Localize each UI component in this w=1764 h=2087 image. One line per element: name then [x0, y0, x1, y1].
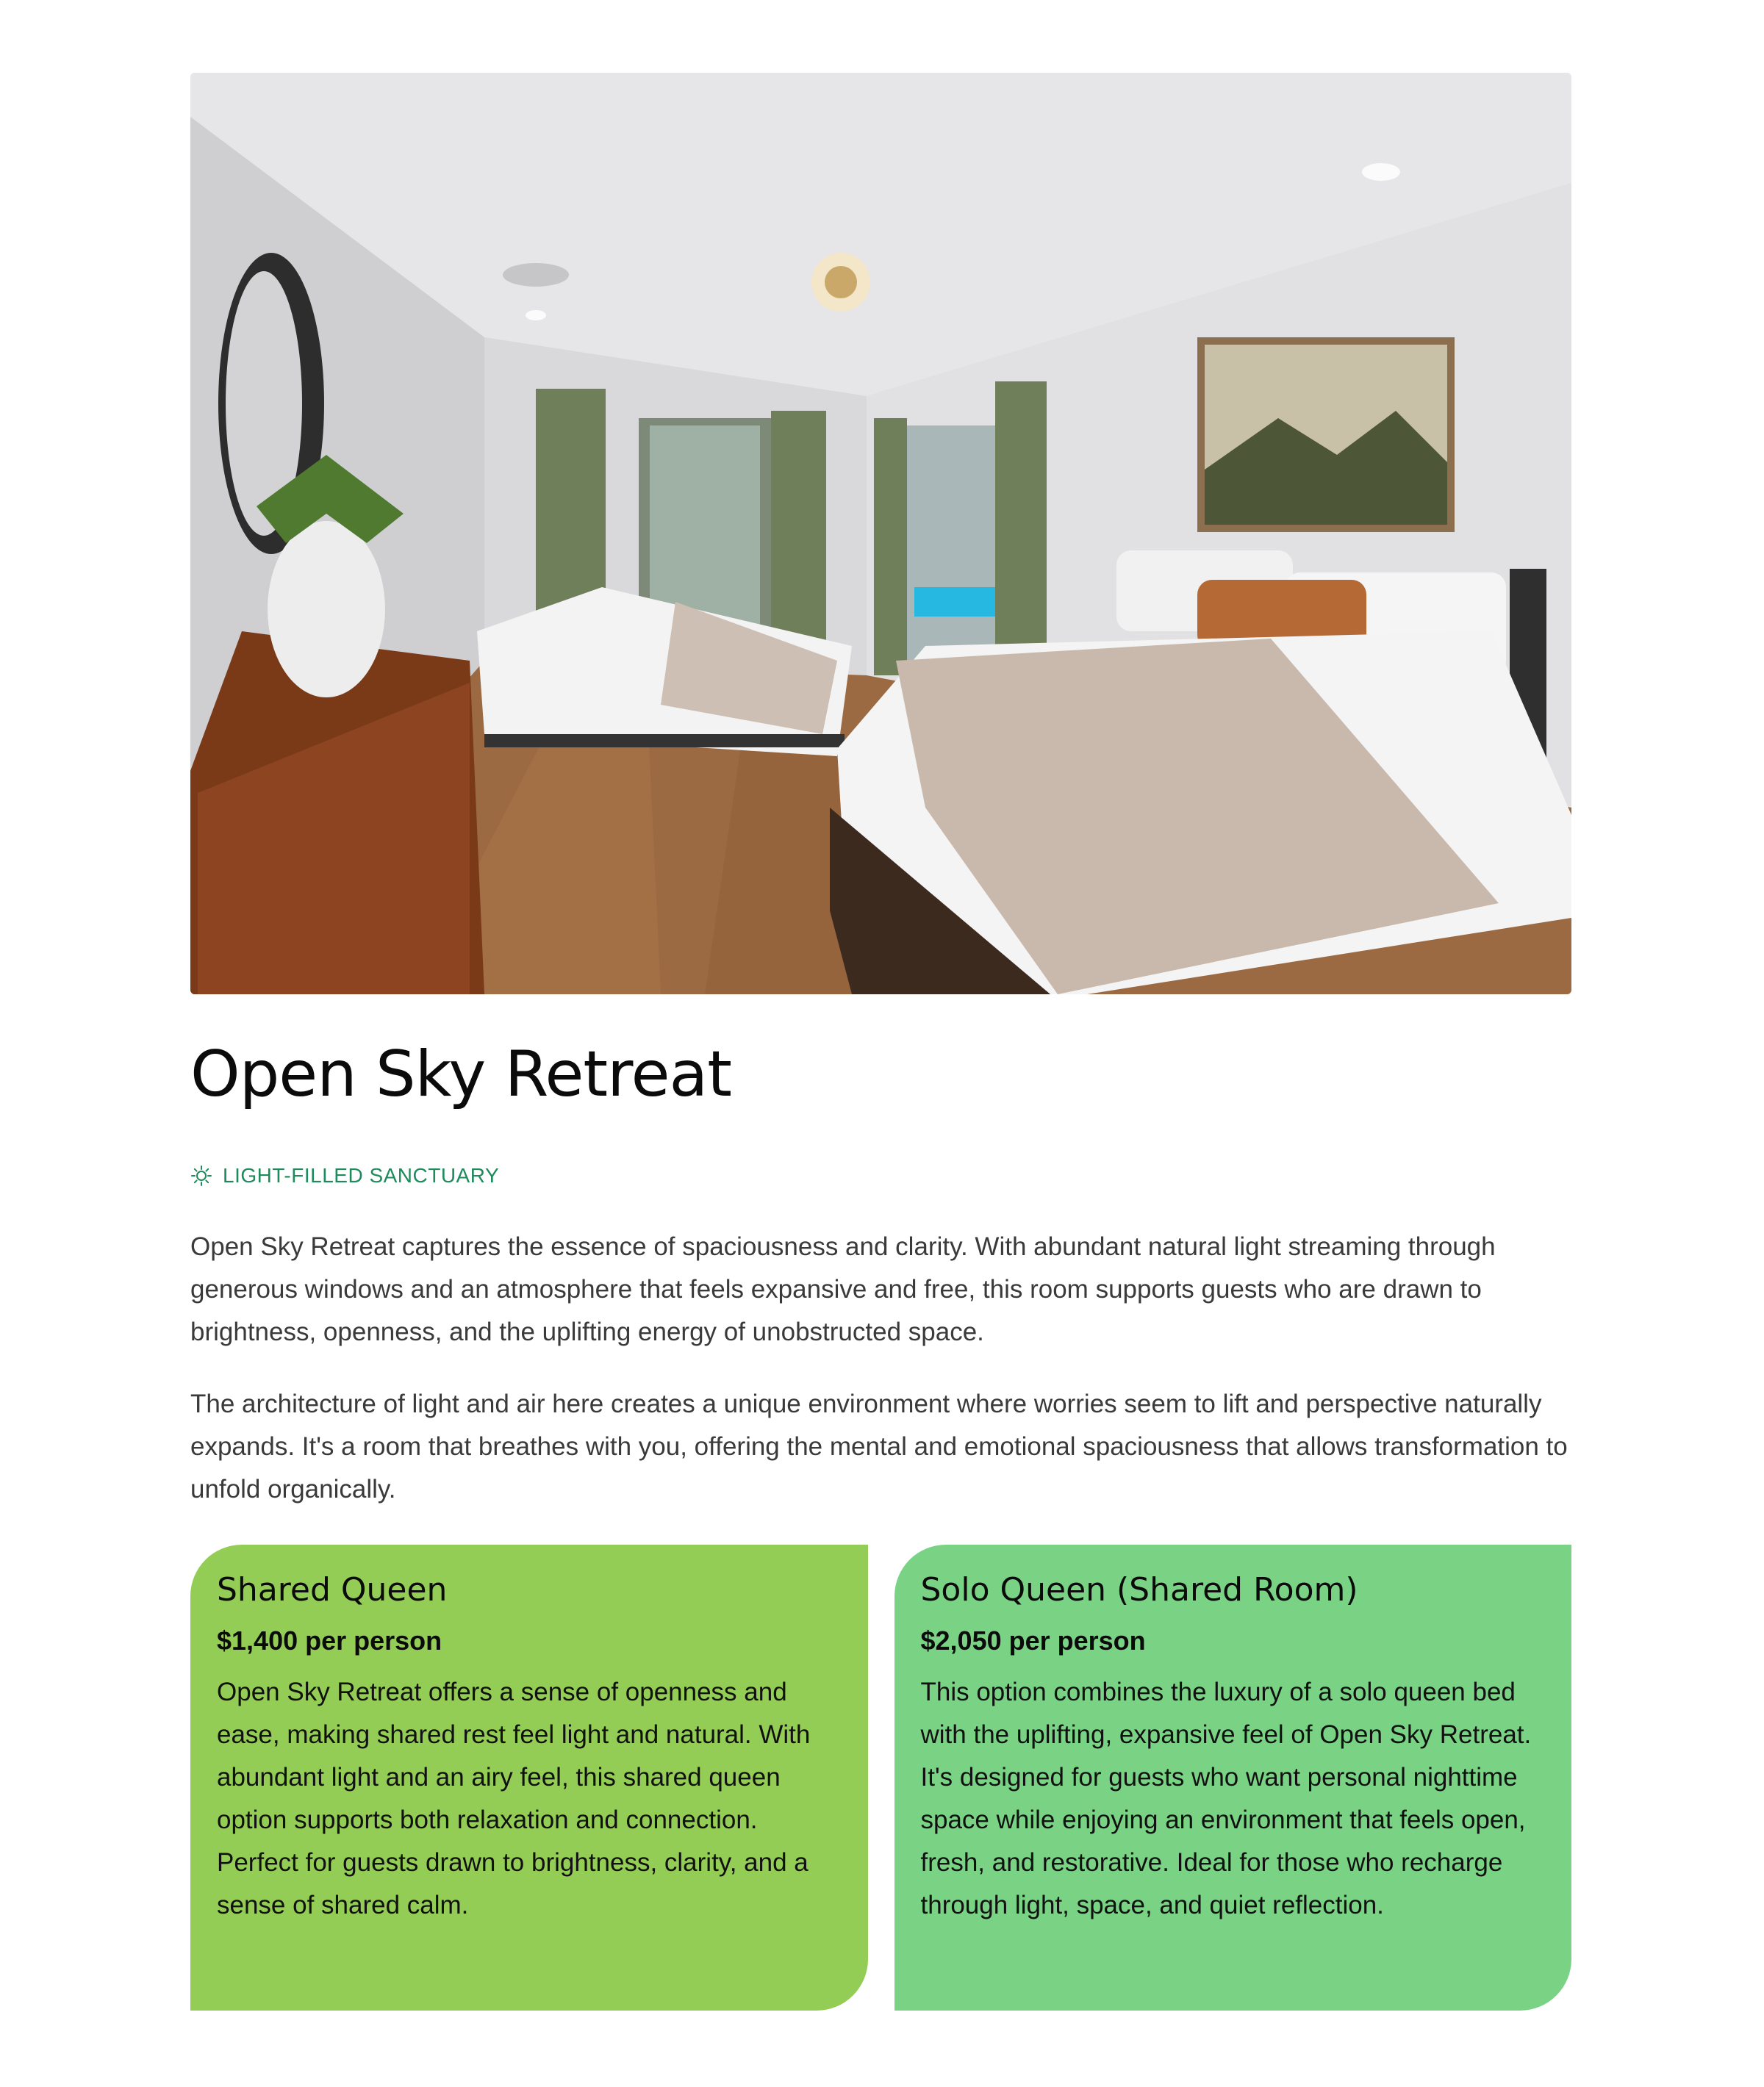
pricing-options: [190, 1545, 1571, 2011]
option-price: $1,400 per person: [217, 1626, 442, 1656]
option-price: $2,050 per person: [920, 1626, 1146, 1656]
option-title: Shared Queen: [217, 1570, 448, 1609]
option-card-shared-queen: [190, 1545, 868, 2011]
sun-icon: [190, 1165, 212, 1187]
bedroom-illustration: [190, 73, 1571, 994]
room-photo: [190, 73, 1571, 994]
page-title: Open Sky Retreat: [190, 1038, 731, 1111]
option-card-solo-queen: [894, 1545, 1572, 2011]
option-description: This option combines the luxury of a solo queen bed with the uplifting, expansive feel of Open Sky Retreat. It's designed for guests who want personal nighttime space while enjoying an environment that feels open, fresh, and restorative. Ideal for those who recharge through light, space, and quiet reflection.: [920, 1678, 1532, 1920]
option-description: Open Sky Retreat offers a sense of openness and ease, making shared rest feel light and natural. With abundant light and an airy feel, this shared queen option supports both relaxation and connection. Perfect for guests drawn to brightness, clarity, and a sense of shared calm.: [217, 1678, 811, 1920]
tag-label: LIGHT-FILLED SANCTUARY: [223, 1163, 500, 1187]
option-title: Solo Queen (Shared Room): [920, 1570, 1358, 1609]
room-description-2: The architecture of light and air here creates a unique environment where worries seem to lift and perspective naturally expands. It's a room that breathes with you, offering the mental and emotional spaciousness that allows transformation to unfold organically.: [190, 1389, 1568, 1504]
room-description-1: Open Sky Retreat captures the essence of spaciousness and clarity. With abundant natural light streaming through generous windows and an atmosphere that feels expansive and free, this room supports guests who are drawn to brightness, openness, and the uplifting energy of unobstructed space.: [190, 1232, 1496, 1346]
room-section: [190, 73, 1571, 2011]
room-tag: [190, 1164, 1571, 1188]
